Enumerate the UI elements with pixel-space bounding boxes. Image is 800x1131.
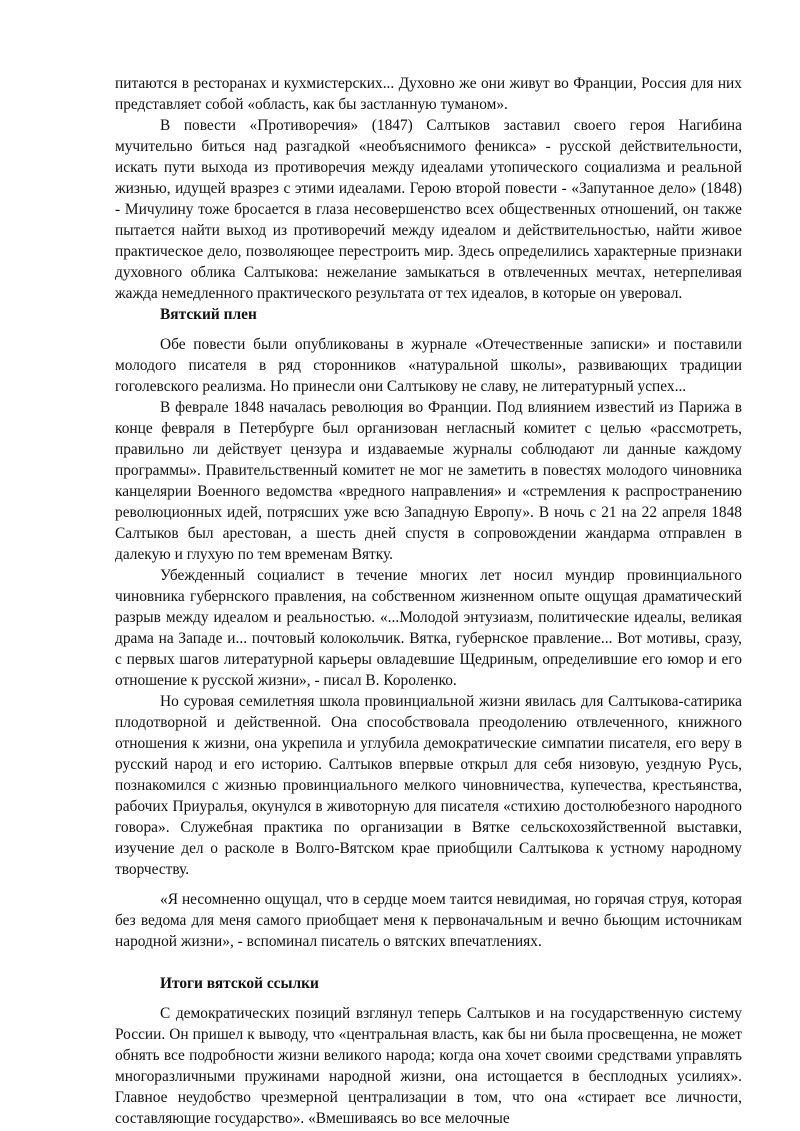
paragraph-contradictions: В повести «Противоречия» (1847) Салтыков заставил своего героя Нагибина мучительно биться над разгадкой «необъяснимого феникса» - русской действительности, искать пути выхода из противоречия между идеалами утопического социализма и реальной жизнью, идущей вразрез с этими идеалами. Герою второй повести - «Запутанное дело» (1848) - Мичулину тоже бросается в глаза несовершенство всех общественных отношений, он также пытается найти выход из противоречий между идеалом и действительностью, найти живое практическое дело, позволяющее перестроить мир. Здесь определились характерные признаки духовного облика Салтыкова: нежелание замыкаться в отвлеченных мечтах, нетерпеливая жажда немедленного практического результата от тех идеалов, в которые он уверовал. xyxy=(115,117,742,302)
paragraph-state-system: С демократических позиций взглянул теперь Салтыков и на государственную систему России. Он пришел к выводу, что «центральная власть, как бы ни была просвещенна, не может обнять все подробности жизни великого народа; когда она хочет своими средствами управлять многоразличными пружинами народной жизни, она истощается в бесплодных усилиях». Главное неудобство чрезмерной централизации в том, что она «стирает все личности, составляющие государство». «Вмешиваясь во все мелочные xyxy=(115,1005,742,1127)
paragraph-continuation: питаются в ресторанах и кухмистерских... Духовно же они живут во Франции, Россия для них представляет собой «область, как бы застланную туманом». xyxy=(115,75,742,113)
document-body xyxy=(115,73,742,1129)
section-heading-exile-results: Итоги вятской ссылки xyxy=(160,975,319,992)
section-heading-vyatka-captivity: Вятский плен xyxy=(160,306,257,323)
paragraph-provincial-school: Но суровая семилетняя школа провинциальной жизни явилась для Салтыкова-сатирика плодотворной и действенной. Она способствовала преодолению отвлеченного, книжного отношения к жизни, она укрепила и углубила демократические симпатии писателя, его веру в русский народ и его историю. Салтыков впервые открыл для себя низовую, уездную Русь, познакомился с жизнью провинциального мелкого чиновничества, купечества, крестьянства, рабочих Приуралья, окунулся в животорную для писателя «стихию достолюбезного народного говора». Служебная практика по организации в Вятке сельскохозяйственной выставки, изучение дел о расколе в Волго-Вятском крае приобщили Салтыкова к устному народному творчеству. xyxy=(115,693,742,878)
paragraph-socialist-official: Убежденный социалист в течение многих лет носил мундир провинциального чиновника губернского правления, на собственном жизненном опыте ощущая драматический разрыв между идеалом и реальностью. «...Молодой энтузиазм, политические идеалы, великая драма на Западе и... почтовый колокольчик. Вятка, губернское правление... Вот мотивы, сразу, с первых шагов литературной карьеры овладевшие Щедриным, определившие его юмор и его отношение к русской жизни», - писал В. Короленко. xyxy=(115,567,742,689)
paragraph-quote-memories: «Я несомненно ощущал, что в сердце моем таится невидимая, но горячая струя, которая без ведома для меня самого приобщает меня к первоначальным и вечно бьющим источникам народной жизни», - вспоминал писатель о вятских впечатлениях. xyxy=(115,891,742,950)
paragraph-revolution-arrest: В феврале 1848 началась революция во Франции. Под влиянием известий из Парижа в конце февраля в Петербурге был организован негласный комитет с целью «рассмотреть, правильно ли действует цензура и издаваемые журналы соблюдают ли данные каждому программы». Правительственный комитет не мог не заметить в повестях молодого чиновника канцелярии Военного ведомства «вредного направления» и «стремления к распространению революционных идей, потрясших уже всю Западную Европу». В ночь с 21 на 22 апреля 1848 Салтыков был арестован, а шесть дней спустя в сопровождении жандарма отправлен в далекую и глухую по тем временам Вятку. xyxy=(115,399,742,563)
paragraph-publication: Обе повести были опубликованы в журнале «Отечественные записки» и поставили молодого писателя в ряд сторонников «натуральной школы», развивающих традиции гоголевского реализма. Но принесли они Салтыкову не славу, не литературный успех... xyxy=(115,336,742,395)
